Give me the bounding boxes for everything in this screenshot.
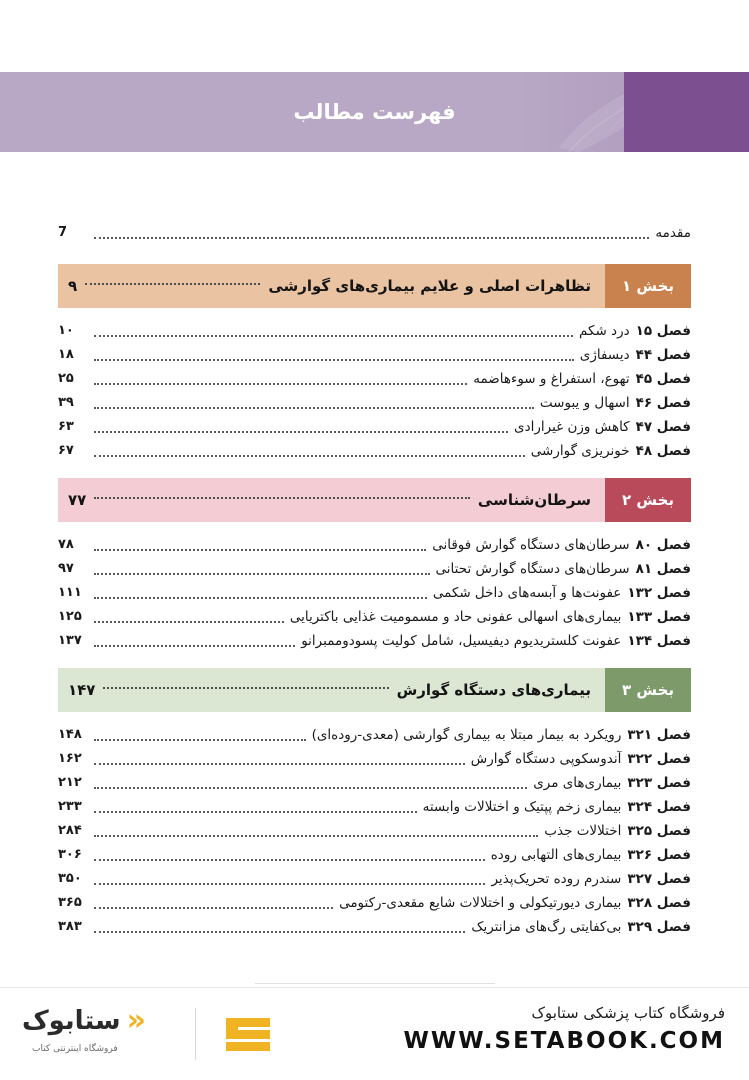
toc-row[interactable]	[58, 630, 691, 652]
toc-row-chapter: فصل ۳۲۶	[627, 847, 691, 863]
toc-row[interactable]	[58, 606, 691, 628]
toc-row-title: اسهال و یبوست	[539, 395, 630, 411]
toc-row[interactable]	[58, 916, 691, 938]
toc-row-title: خونریزی گوارشی	[530, 443, 630, 459]
section-page-1: ۹	[68, 277, 78, 295]
toc-row-title: بی‌کفایتی رگ‌های مزانتریک	[471, 919, 622, 935]
section-bar-1	[58, 264, 605, 308]
toc-row[interactable]	[58, 440, 691, 462]
toc-row-chapter: فصل ۴۵	[635, 371, 691, 387]
section-bar-2	[58, 478, 605, 522]
leader-dots	[94, 858, 485, 861]
section-tag-1: بخش ۱	[605, 264, 691, 308]
footer-bar	[0, 987, 749, 1080]
toc-row-title: بیماری زخم پپتیک و اختلالات وابسته	[422, 799, 622, 815]
leader-dots	[94, 930, 465, 933]
toc-row[interactable]	[58, 558, 691, 580]
toc-row-chapter: فصل ۳۲۳	[627, 775, 691, 791]
footer-vertical-divider	[195, 1008, 196, 1060]
toc-row-title: رویکرد به بیمار مبتلا به بیماری گوارشی (معدی-روده‌ای)	[311, 727, 622, 743]
toc-row-title: تهوع، استفراغ و سوءهاضمه	[473, 371, 630, 387]
toc-row-chapter: فصل ۴۶	[635, 395, 691, 411]
toc-row-title: بیماری‌های التهابی روده	[490, 847, 622, 863]
section-banner-2[interactable]	[58, 478, 691, 522]
leader-dots	[94, 382, 467, 385]
toc-row-title: بیماری‌های مری	[533, 775, 622, 791]
toc-row-title: آندوسکوپی دستگاه گوارش	[470, 751, 622, 767]
store-brand-right	[404, 1004, 725, 1054]
toc-row-title: سرطان‌های دستگاه گوارش فوقانی	[432, 537, 630, 553]
leader-dots	[94, 430, 508, 433]
brand-name: ستابوک	[22, 1006, 121, 1036]
toc-row-title: عفونت کلستریدیوم دیفیسیل، شامل کولیت پسودوممبرانو	[301, 633, 622, 649]
leader-dots	[94, 572, 430, 575]
toc-row-title: بیماری دیورتیکولی و اختلالات شایع مقعدی-رکتومی	[339, 895, 622, 911]
toc-row[interactable]	[58, 748, 691, 770]
toc-row-chapter: فصل ۱۳۳	[627, 609, 691, 625]
toc-row-page: ۱۲۵	[58, 609, 82, 624]
toc-row-chapter: فصل ۴۸	[635, 443, 691, 459]
toc-row-chapter: فصل ۸۰	[635, 537, 691, 553]
section-title-3: بیماری‌های دستگاه گوارش	[396, 681, 591, 699]
toc-row-page: ۹۷	[58, 561, 74, 576]
toc-row-page: ۶۳	[58, 419, 74, 434]
leader-dots	[94, 236, 649, 239]
setabook-logo-icon	[222, 1012, 274, 1056]
section-banner-3[interactable]	[58, 668, 691, 712]
leader-dots	[94, 358, 574, 361]
toc-row[interactable]	[58, 892, 691, 914]
toc-row-chapter: فصل ۳۲۲	[627, 751, 691, 767]
toc-row-chapter: فصل ۳۲۸	[627, 895, 691, 911]
toc-row-page: ۳۵۰	[58, 871, 82, 886]
section-title-1: تظاهرات اصلی و علایم بیماری‌های گوارشی	[268, 277, 591, 295]
toc-row-chapter: فصل ۱۵	[635, 323, 691, 339]
toc-row-page: ۱۸	[58, 347, 74, 362]
page-title: فهرست مطالب	[293, 100, 456, 124]
toc-row-title: اختلالات جذب	[544, 823, 622, 839]
leader-dots	[94, 406, 534, 409]
leader-dots	[94, 834, 538, 837]
store-name: فروشگاه کتاب پزشکی ستابوک	[531, 1004, 725, 1022]
toc-row-page: ۱۴۸	[58, 727, 82, 742]
leader-dots	[94, 786, 527, 789]
toc-row[interactable]	[58, 868, 691, 890]
toc-row-intro[interactable]	[58, 222, 691, 244]
toc-row-chapter: فصل ۳۲۵	[627, 823, 691, 839]
toc-row-chapter: فصل ۳۲۹	[627, 919, 691, 935]
toc-row[interactable]	[58, 392, 691, 414]
toc-row-page: ۲۵	[58, 371, 74, 386]
toc-row-page: 7	[58, 225, 68, 240]
toc-row-page: ۱۰	[58, 323, 74, 338]
section-bar-3	[58, 668, 605, 712]
toc-row-title: بیماری‌های اسهالی عفونی حاد و مسمومیت غذایی باکتریایی	[289, 609, 622, 625]
leader-dots	[94, 810, 417, 813]
toc-row-chapter: فصل ۳۲۷	[627, 871, 691, 887]
toc-row-chapter: فصل ۳۲۴	[627, 799, 691, 815]
toc-row-page: ۳۹	[58, 395, 74, 410]
toc-row-chapter: فصل ۳۲۱	[627, 727, 691, 743]
toc-row-title: دیسفاژی	[579, 347, 630, 363]
leader-dots	[94, 334, 573, 337]
toc-row-chapter: فصل ۱۳۲	[627, 585, 691, 601]
toc-row-title: سرطان‌های دستگاه گوارش تحتانی	[435, 561, 630, 577]
toc-row-page: ۳۸۳	[58, 919, 82, 934]
leader-dots	[94, 738, 306, 741]
toc-row-title: سندرم روده تحریک‌پذیر	[491, 871, 622, 887]
toc-row-chapter: فصل ۴۷	[635, 419, 691, 435]
leader-dots	[103, 686, 388, 689]
section-banner-1[interactable]	[58, 264, 691, 308]
section-page-2: ۷۷	[68, 491, 87, 509]
toc-row-page: ۷۸	[58, 537, 74, 552]
toc-row-page: ۳۶۵	[58, 895, 82, 910]
toc-row-page: ۲۸۴	[58, 823, 82, 838]
toc-row-page: ۲۱۲	[58, 775, 82, 790]
toc-row[interactable]	[58, 344, 691, 366]
toc-row-page: ۳۰۶	[58, 847, 82, 862]
toc-body	[0, 222, 749, 944]
leader-dots	[94, 620, 284, 623]
leader-dots	[94, 762, 465, 765]
section-title-2: سرطان‌شناسی	[477, 491, 591, 509]
toc-row-chapter: فصل ۱۳۴	[627, 633, 691, 649]
section-rows-2	[58, 534, 691, 652]
toc-row[interactable]	[58, 582, 691, 604]
section-page-3: ۱۴۷	[68, 681, 96, 699]
section-tag-3: بخش ۳	[605, 668, 691, 712]
section-rows-1	[58, 320, 691, 462]
footer-divider	[255, 983, 495, 984]
toc-row[interactable]	[58, 772, 691, 794]
chevron-left-icon: «	[126, 1003, 147, 1038]
section-rows-3	[58, 724, 691, 938]
toc-row[interactable]	[58, 534, 691, 556]
toc-row-page: ۶۷	[58, 443, 74, 458]
toc-row-title: درد شکم	[579, 323, 630, 339]
leader-dots	[94, 906, 333, 909]
section-tag-2: بخش ۲	[605, 478, 691, 522]
toc-row[interactable]	[58, 368, 691, 390]
toc-row[interactable]	[58, 796, 691, 818]
toc-row-page: ۱۱۱	[58, 585, 82, 600]
leader-dots	[94, 596, 427, 599]
toc-row[interactable]	[58, 844, 691, 866]
toc-row[interactable]	[58, 416, 691, 438]
store-url[interactable]: WWW.SETABOOK.COM	[403, 1028, 725, 1054]
leader-dots	[94, 496, 470, 499]
toc-row-title: کاهش وزن غیرارادی	[514, 419, 630, 435]
leader-dots	[94, 644, 295, 647]
leader-dots	[94, 548, 426, 551]
leader-dots	[94, 882, 485, 885]
toc-row-page: ۲۳۳	[58, 799, 82, 814]
toc-row-title: عفونت‌ها و آبسه‌های داخل شکمی	[432, 585, 622, 601]
toc-row-chapter: فصل ۴۴	[635, 347, 691, 363]
toc-row-page: ۱۶۲	[58, 751, 82, 766]
leader-dots	[94, 454, 525, 457]
toc-row[interactable]	[58, 820, 691, 842]
brand-logo-left[interactable]	[22, 1003, 147, 1054]
brand-subtitle: فروشگاه اینترنتی کتاب	[32, 1044, 118, 1054]
toc-row[interactable]	[58, 724, 691, 746]
toc-row-title: مقدمه	[655, 225, 691, 241]
toc-row-chapter: فصل ۸۱	[635, 561, 691, 577]
toc-row[interactable]	[58, 320, 691, 342]
toc-row-page: ۱۳۷	[58, 633, 82, 648]
leader-dots	[85, 282, 260, 285]
